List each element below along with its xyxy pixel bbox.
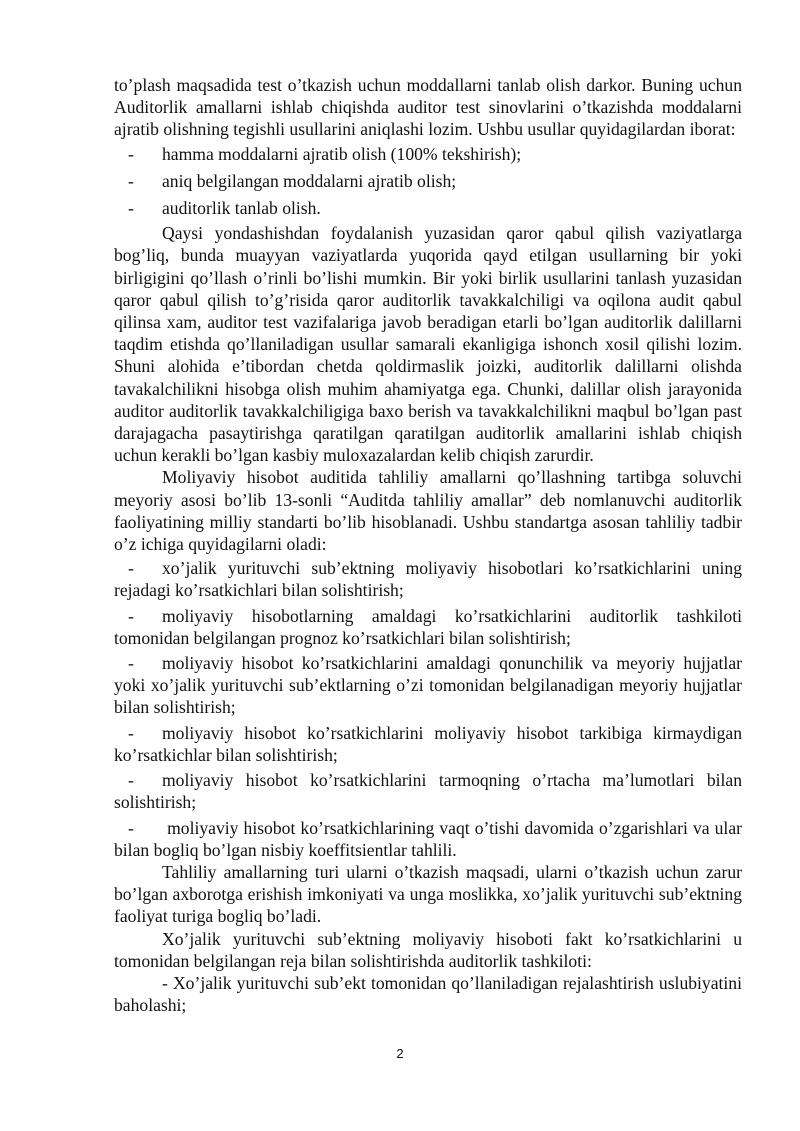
comparison-item	[114, 605, 742, 649]
comparison-item	[114, 769, 742, 813]
list-item-text: hamma moddalarni ajratib olish (100% tekshirish);	[162, 143, 522, 164]
comparison-item	[114, 817, 742, 861]
comparison-item	[114, 652, 742, 719]
intro-paragraph: to’plash maqsadida test o’tkazish uchun moddallarni tanlab olish darkor. Buning uchun Auditorlik amallarni ishlab chiqishda auditor test sinovlarini o’tkazishda moddalarni ajratib olishning tegishli usullarini aniqlashi lozim. Ushbu usullar quyidagilardan iborat:	[114, 75, 742, 140]
dash-marker: -	[128, 198, 134, 219]
comparison-text: xo’jalik yurituvchi sub’ektning moliyaviy hisobotlari ko’rsatkichlarini uning rejadagi ko’rsatkichlari bilan solishtirish;	[114, 558, 742, 601]
methods-list	[114, 141, 742, 223]
dash-marker: -	[128, 653, 134, 674]
list-item-text: aniq belgilangan moddalarni ajratib olish;	[162, 170, 457, 191]
comparison-text: moliyaviy hisobot ko’rsatkichlarini tarmoqning o’rtacha ma’lumotlari bilan solishtirish;	[114, 770, 742, 813]
dash-marker: -	[128, 605, 134, 626]
last-item-paragraph: - Xo’jalik yurituvchi sub’ekt tomonidan qo’llaniladigan rejalashtirish uslubiyatini baholashi;	[114, 972, 742, 1016]
comparison-text: moliyaviy hisobot ko’rsatkichlarini amaldagi qonunchilik va meyoriy hujjatlar yoki xo’jalik yurituvchi sub’ektlarning o’zi tomonidan belgilanadigan meyoriy hujjatlar bilan solishtirish;	[114, 653, 742, 718]
dash-marker: -	[128, 170, 134, 191]
list-item	[114, 141, 742, 168]
document-page	[114, 74, 742, 1016]
plan-paragraph: Xo’jalik yurituvchi sub’ektning moliyaviy hisoboti fakt ko’rsatkichlarini u tomonidan belgilangan reja bilan solishtirishda auditorlik tashkiloti:	[114, 928, 742, 971]
dash-marker: -	[128, 817, 134, 838]
comparison-text: moliyaviy hisobot ko’rsatkichlarini moliyaviy hisobot tarkibiga kirmaydigan ko’rsatkichlar bilan solishtirish;	[114, 722, 742, 765]
comparison-text: moliyaviy hisobotlarning amaldagi ko’rsatkichlarini auditorlik tashkiloti tomonidan belgilangan prognoz ko’rsatkichlari bilan solishtirish;	[114, 605, 742, 648]
dash-marker: -	[128, 558, 134, 579]
standard-paragraph: Moliyaviy hisobot auditida tahliliy amallarni qo’llashning tartibga soluvchi meyoriy asosi bo’lib 13-sonli “Auditda tahliliy amallar” deb nomlanuvchi auditorlik faoliyatining milliy standarti bo’lib hisoblanadi. Ushbu standartga asosan tahliliy tadbir o’z ichiga quyidagilarni oladi:	[114, 467, 742, 555]
comparison-item	[114, 722, 742, 766]
list-item	[114, 195, 742, 222]
list-item-text: auditorlik tanlab olish.	[162, 198, 321, 219]
dash-marker: -	[128, 143, 134, 164]
dash-marker: -	[128, 722, 134, 743]
page-number: 2	[396, 1046, 404, 1061]
list-item	[114, 168, 742, 195]
approach-paragraph: Qaysi yondashishdan foydalanish yuzasidan qaror qabul qilish vaziyatlarga bog’liq, bunda muayyan vaziyatlarda yuqorida qayd etilgan usullarning bir yoki birligigini qo’llash o’rinli bo’lishi mumkin. Bir yoki birlik usullarini tanlash yuzasidan qaror qabul qilish to’g’risida qaror auditorlik tavakkalchiligi va oqilona audit qabul qilinsa xam, auditor test vazifalariga javob beradigan etarli bo’lgan auditorlik dalillarni taqdim etishda qo’llaniladigan usullar samarali ekanligiga ishonch xosil qilishi lozim. Shuni alohida e’tibordan chetda qoldirmaslik joizki, auditorlik dalillarni olishda tavakalchilikni hisobga olish muhim ahamiyatga ega. Chunki, dalillar olish jarayonida auditor auditorlik tavakkalchiligiga baxo berish va tavakkalchilikni maqbul bo’lgan past darajagacha pasaytirishga qaratilgan qaratilgan auditorlik amallarini ishlab chiqish uchun kerakli bo’lgan kasbiy muloxazalardan kelib chiqish zarurdir.	[114, 223, 742, 466]
comparison-item	[114, 557, 742, 601]
dash-marker: -	[128, 770, 134, 791]
types-paragraph: Tahliliy amallarning turi ularni o’tkazish maqsadi, ularni o’tkazish uchun zarur bo’lgan axborotga erishish imkoniyati va unga moslikka, xo’jalik yurituvchi sub’ektning faoliyat turiga bogliq bo’ladi.	[114, 861, 742, 927]
comparison-text: moliyaviy hisobot ko’rsatkichlarining vaqt o’tishi davomida o’zgarishlari va ular bilan bogliq bo’lgan nisbiy koeffitsientlar tahlili.	[114, 817, 742, 860]
